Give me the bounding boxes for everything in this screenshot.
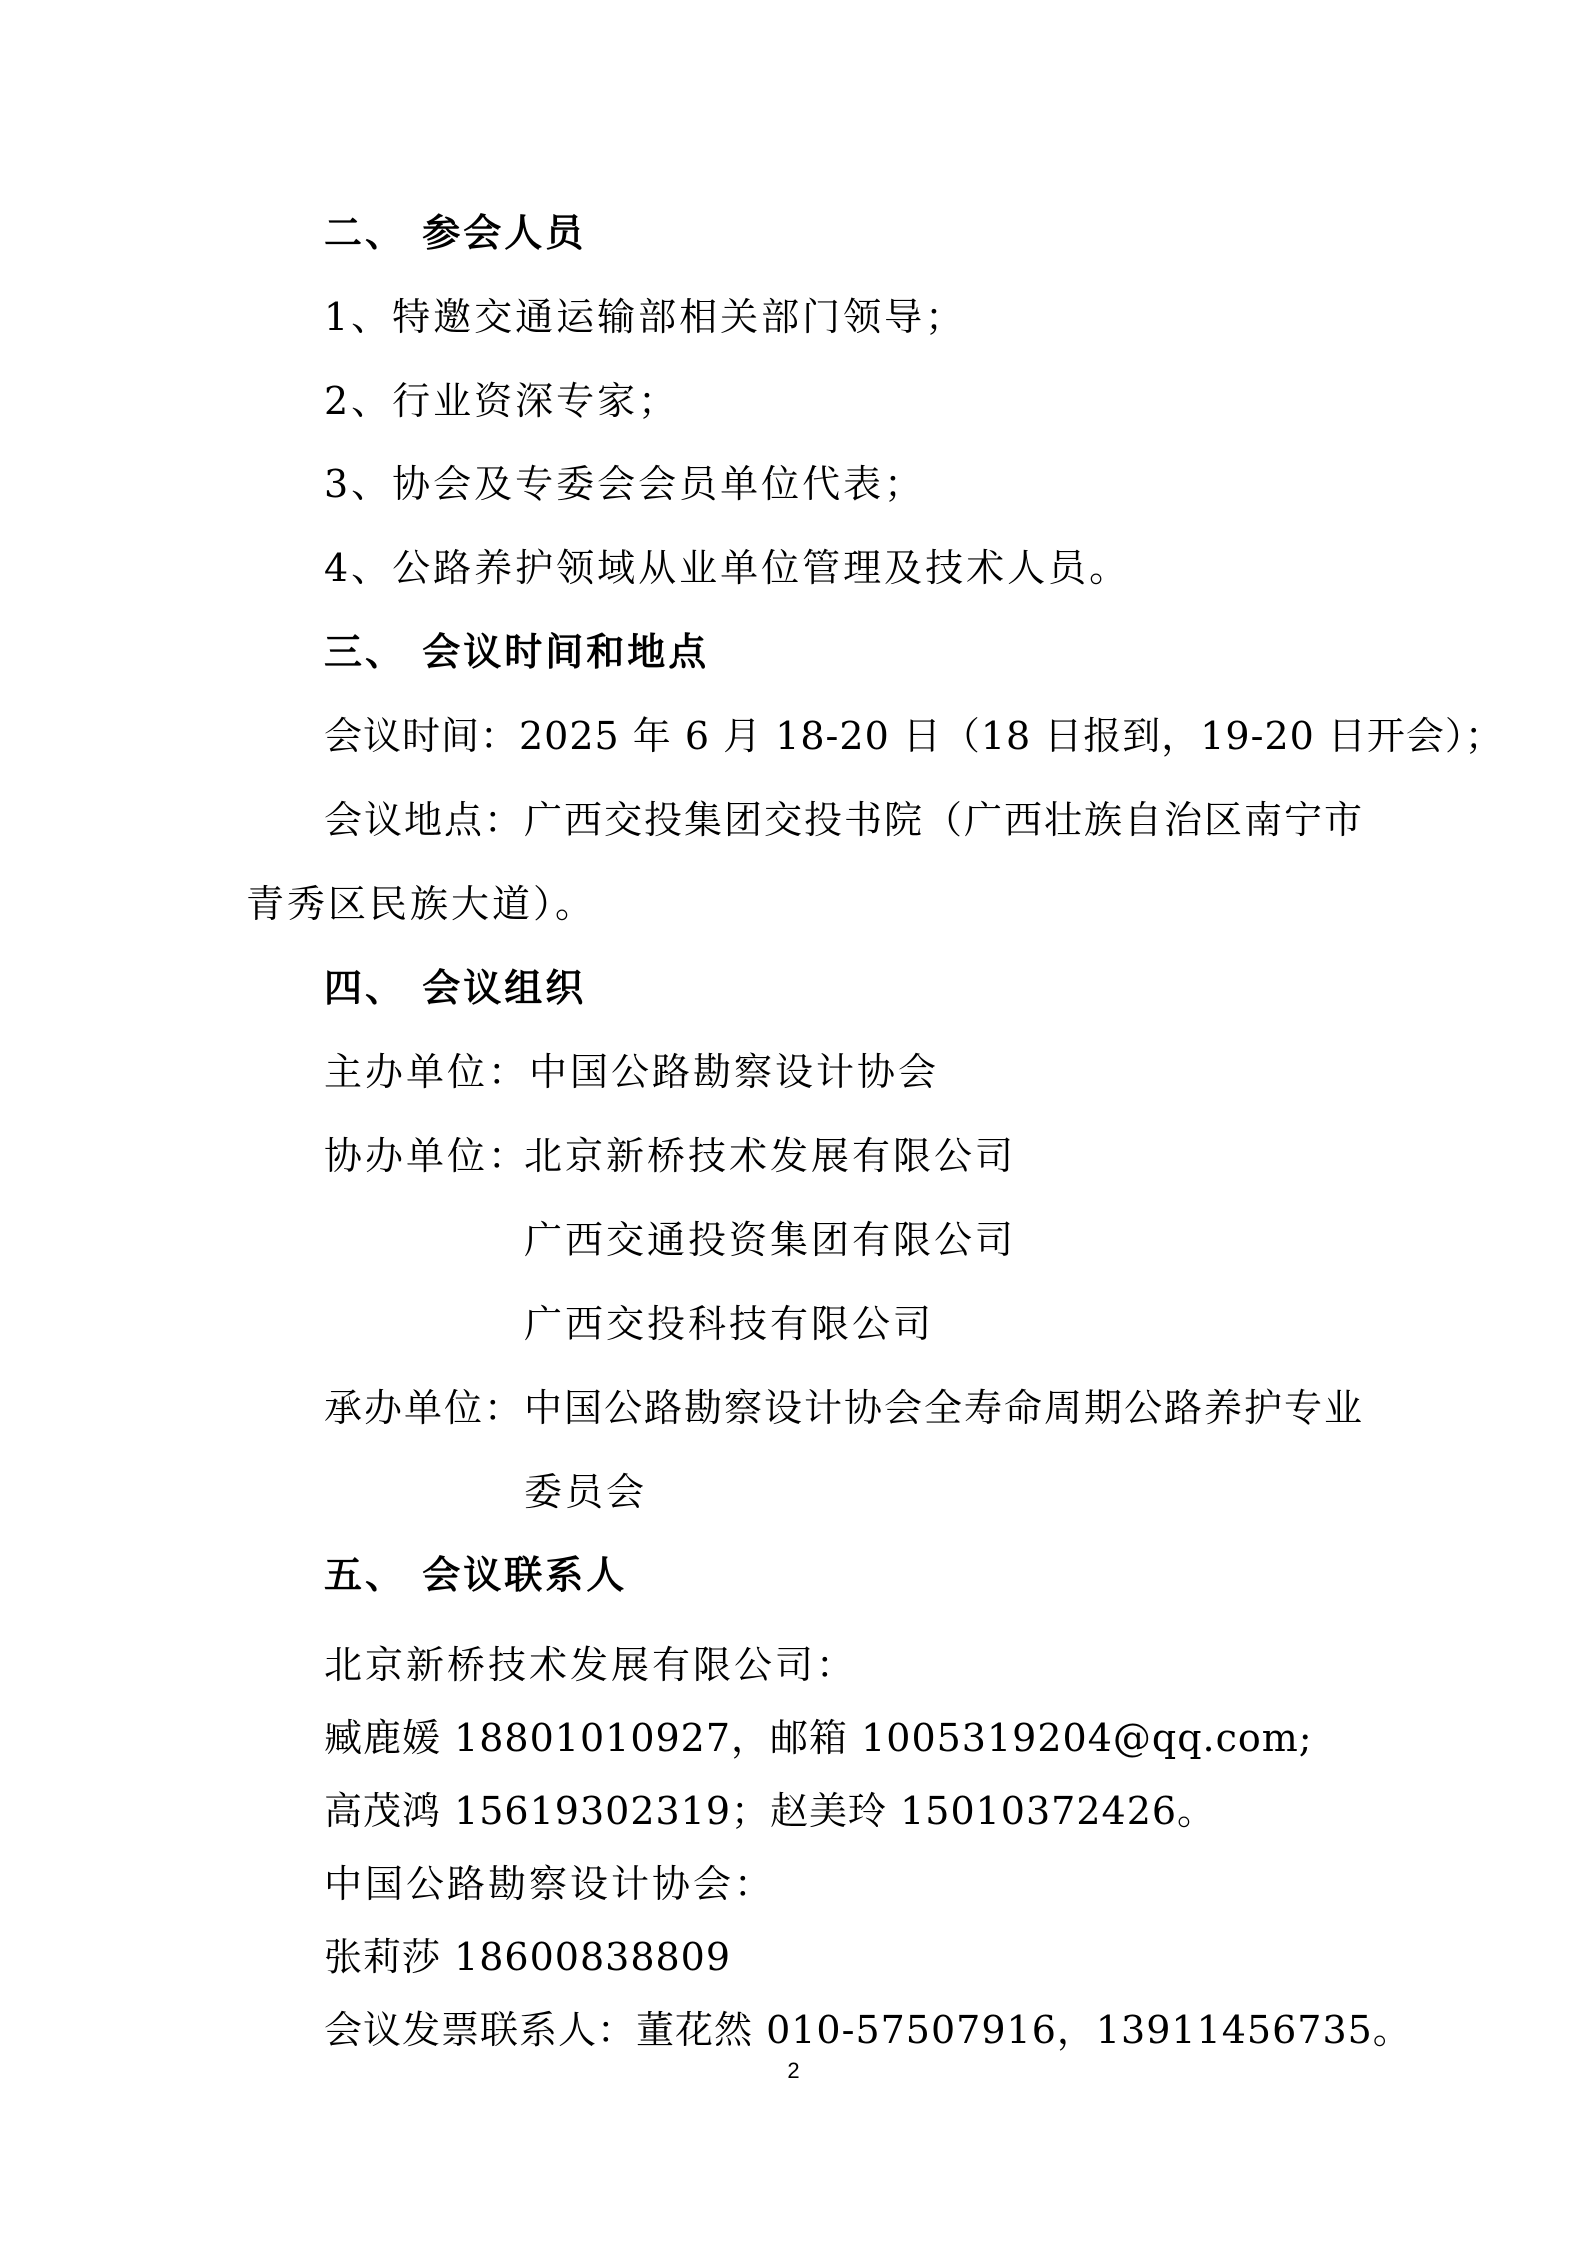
host-unit: 主办单位：中国公路勘察设计协会 bbox=[324, 1050, 940, 1094]
section-4-heading: 四、 会议组织 bbox=[324, 966, 587, 1010]
meeting-place-line-2: 青秀区民族大道）。 bbox=[246, 882, 597, 926]
attendee-item-3: 3、协会及专委会会员单位代表； bbox=[324, 462, 926, 506]
co-organizer-2: 广西交通投资集团有限公司 bbox=[524, 1218, 1017, 1262]
page-number: 2 bbox=[787, 2058, 800, 2083]
section-2-heading: 二、 参会人员 bbox=[324, 211, 587, 255]
section-3-heading: 三、 会议时间和地点 bbox=[324, 630, 710, 674]
co-organizer-1: 北京新桥技术发展有限公司 bbox=[524, 1134, 1017, 1178]
section-5-heading: 五、 会议联系人 bbox=[324, 1553, 628, 1597]
co-organizer-3: 广西交投科技有限公司 bbox=[524, 1302, 935, 1346]
contact-line-3: 张莉莎 18600838809 bbox=[324, 1935, 732, 1979]
attendee-item-1: 1、特邀交通运输部相关部门领导； bbox=[324, 295, 967, 339]
contact-line-2: 高茂鸿 15619302319；赵美玲 15010372426。 bbox=[324, 1789, 1217, 1833]
meeting-place-line-1: 会议地点：广西交投集团交投书院（广西壮族自治区南宁市 bbox=[324, 798, 1365, 842]
organizer-unit-line-2: 委员会 bbox=[524, 1470, 648, 1514]
contact-org-2: 中国公路勘察设计协会： bbox=[324, 1862, 776, 1906]
co-organizer-label: 协办单位： bbox=[324, 1134, 530, 1178]
contact-org-1: 北京新桥技术发展有限公司： bbox=[324, 1643, 858, 1687]
attendee-item-2: 2、行业资深专家； bbox=[324, 379, 680, 423]
meeting-time: 会议时间：2025 年 6 月 18-20 日（18 日报到，19-20 日开会）； bbox=[324, 714, 1504, 758]
contact-line-1: 臧鹿媛 18801010927，邮箱 1005319204@qq.com; bbox=[324, 1716, 1313, 1760]
organizer-unit-line-1: 承办单位：中国公路勘察设计协会全寿命周期公路养护专业 bbox=[324, 1386, 1365, 1430]
attendee-item-4: 4、公路养护领域从业单位管理及技术人员。 bbox=[324, 546, 1131, 590]
invoice-contact: 会议发票联系人：董花然 010-57507916，13911456735。 bbox=[324, 2008, 1412, 2052]
